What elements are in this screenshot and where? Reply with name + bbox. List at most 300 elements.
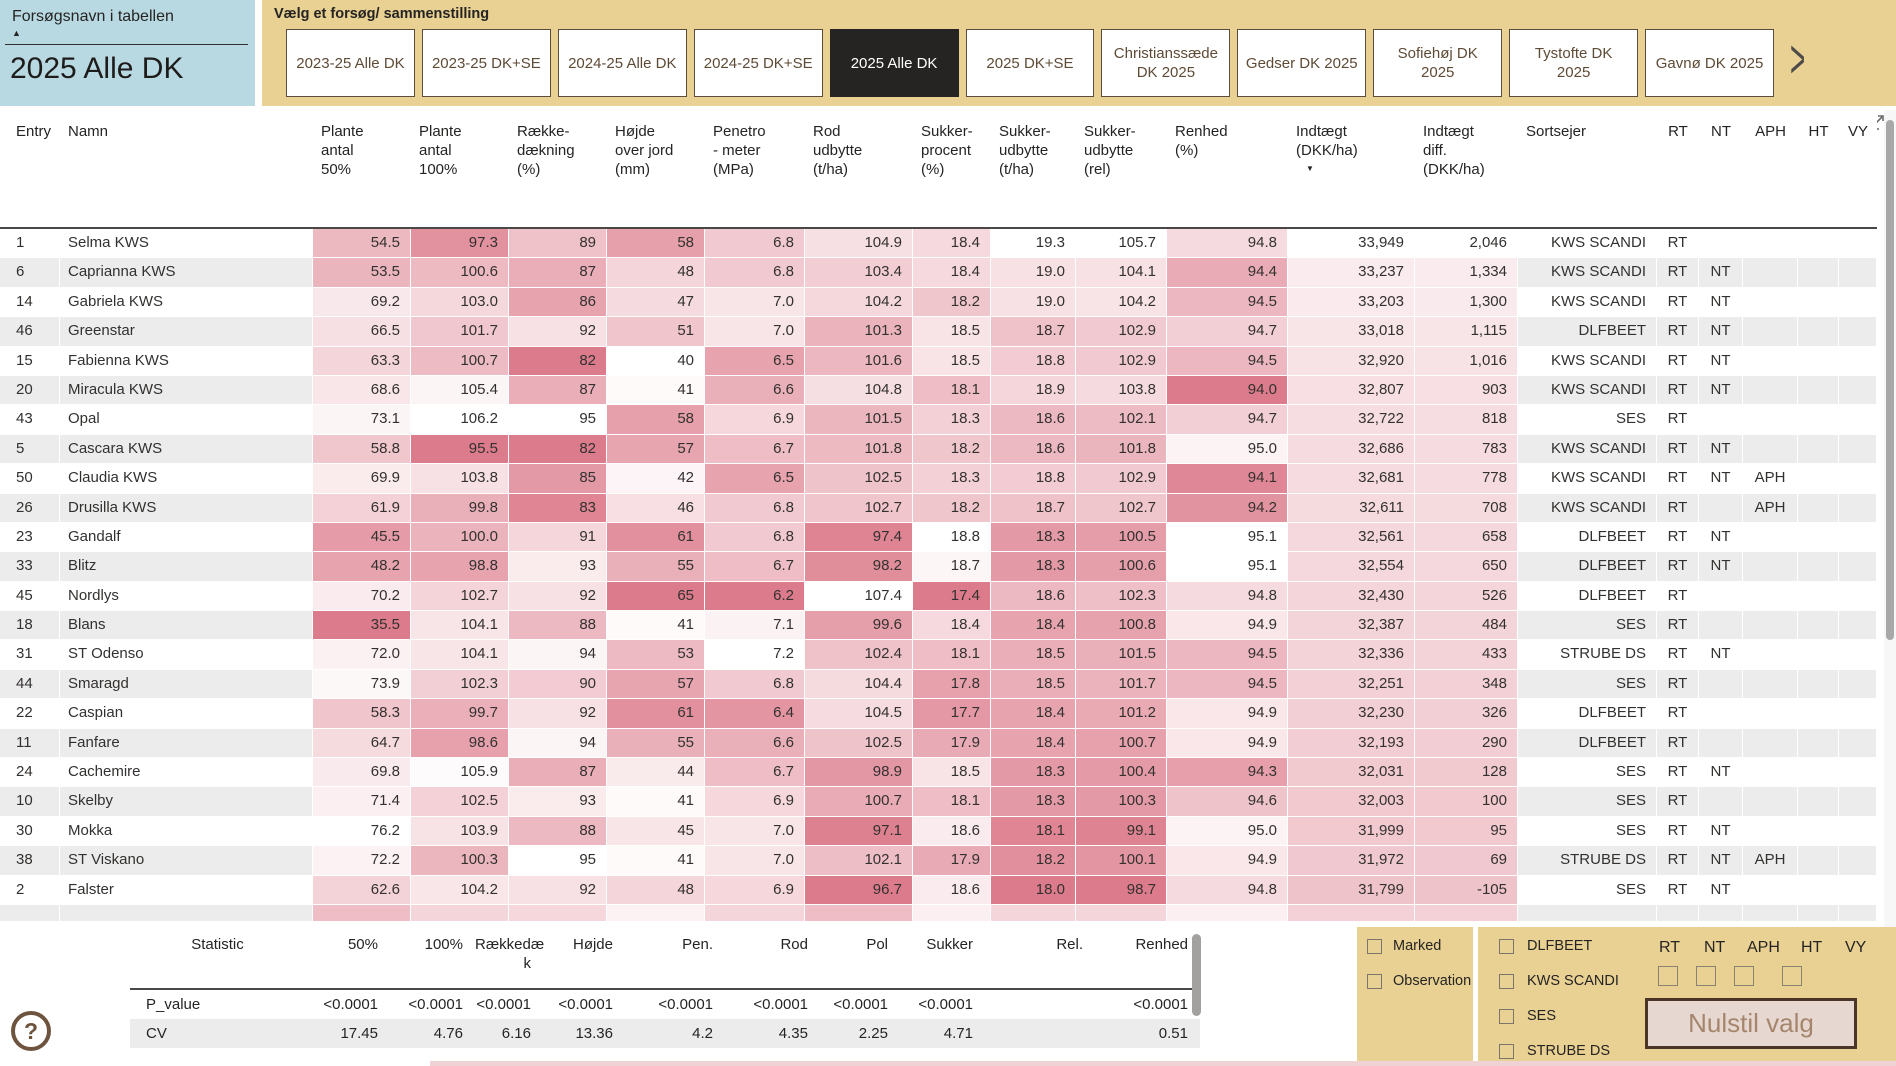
cell-indtaegt: 33,949 [1288, 229, 1415, 258]
cell-indtaegt_diff: 650 [1415, 552, 1518, 581]
cell-sortsejer: DLFBEET [1518, 523, 1657, 552]
cell-sukkerudbytte: 18.0 [991, 876, 1076, 905]
cell-flag-vy [1839, 876, 1877, 905]
cell-entry: 46 [0, 317, 60, 346]
cell-sortsejer: STRUBE DS [1518, 640, 1657, 669]
cell-renhed: 94.3 [1167, 758, 1288, 787]
sort-descending-icon: ▼ [1306, 164, 1314, 173]
cell-flag-nt: NT [1699, 640, 1743, 669]
cell-renhed: 95.0 [1167, 817, 1288, 846]
cell-sukkerudbytte_rel: 98.7 [1076, 876, 1167, 905]
cell-flag-aph: APH [1743, 494, 1798, 523]
cell-penetrometer: 6.7 [705, 552, 805, 581]
cell-plante_antal_100: 102.5 [411, 787, 509, 816]
table-row[interactable] [0, 405, 1877, 434]
clipped-cell [1288, 905, 1415, 921]
stats-column-header-100: 100% [424, 936, 463, 953]
cell-renhed: 94.6 [1167, 787, 1288, 816]
cell-flag-nt: NT [1699, 435, 1743, 464]
table-row[interactable] [0, 846, 1877, 875]
cell-entry: 30 [0, 817, 60, 846]
cell-sukkerudbytte: 19.0 [991, 288, 1076, 317]
cell-namn: Cachemire [60, 758, 313, 787]
cell-flag-rt: RT [1657, 405, 1699, 434]
cell-flag-ht [1798, 258, 1839, 287]
flag-label-nt: NT [1704, 939, 1726, 956]
table-row[interactable] [0, 288, 1877, 317]
table-row[interactable] [0, 523, 1877, 552]
flag-checkbox-aph[interactable] [1734, 966, 1754, 986]
cell-hojde_over_jord: 46 [607, 494, 705, 523]
table-row[interactable] [0, 699, 1877, 728]
cell-sukkerudbytte: 18.8 [991, 464, 1076, 493]
cell-indtaegt: 32,611 [1288, 494, 1415, 523]
cell-penetrometer: 7.0 [705, 846, 805, 875]
cell-flag-rt: RT [1657, 611, 1699, 640]
cell-rod_udbytte: 98.9 [805, 758, 913, 787]
cell-raekkedaekning: 90 [509, 670, 607, 699]
column-header-nt[interactable]: NT [1711, 123, 1731, 140]
cell-raekkedaekning: 92 [509, 699, 607, 728]
cell-indtaegt_diff: 1,115 [1415, 317, 1518, 346]
cell-flag-rt: RT [1657, 876, 1699, 905]
cell-flag-aph [1743, 699, 1798, 728]
cell-sukkerprocent: 18.3 [913, 405, 991, 434]
cell-sukkerudbytte_rel: 103.8 [1076, 376, 1167, 405]
cell-raekkedaekning: 95 [509, 405, 607, 434]
stats-value: 13.36 [575, 1025, 613, 1042]
trial-button-gavn-dk-2025[interactable]: Gavnø DK 2025 [1645, 29, 1774, 97]
cell-plante_antal_50: 66.5 [313, 317, 411, 346]
cell-plante_antal_50: 35.5 [313, 611, 411, 640]
cell-hojde_over_jord: 48 [607, 876, 705, 905]
cell-plante_antal_50: 48.2 [313, 552, 411, 581]
owner-label: KWS SCANDI [1527, 973, 1619, 989]
cell-namn: Blitz [60, 552, 313, 581]
cell-flag-vy [1839, 494, 1877, 523]
cell-plante_antal_50: 73.9 [313, 670, 411, 699]
cell-flag-nt [1699, 699, 1743, 728]
owner-checkbox-dlfbeet[interactable] [1499, 939, 1514, 954]
cell-flag-rt: RT [1657, 288, 1699, 317]
cell-renhed: 94.5 [1167, 640, 1288, 669]
cell-raekkedaekning: 94 [509, 640, 607, 669]
cell-indtaegt_diff: 69 [1415, 846, 1518, 875]
stats-column-header-statistic: Statistic [191, 936, 244, 953]
owner-checkbox-strube-ds[interactable] [1499, 1044, 1514, 1059]
clipped-cell [60, 905, 313, 921]
cell-flag-aph [1743, 729, 1798, 758]
cell-sortsejer: SES [1518, 876, 1657, 905]
cell-flag-nt: NT [1699, 317, 1743, 346]
vertical-scrollbar[interactable] [1884, 110, 1896, 927]
cell-rod_udbytte: 96.7 [805, 876, 913, 905]
table-row[interactable] [0, 464, 1877, 493]
cell-entry: 24 [0, 758, 60, 787]
cell-indtaegt_diff: 348 [1415, 670, 1518, 699]
cell-flag-nt: NT [1699, 846, 1743, 875]
cell-indtaegt_diff: 100 [1415, 787, 1518, 816]
trial-button-2023-25-alle-dk[interactable]: 2023-25 Alle DK [286, 29, 415, 97]
cell-indtaegt: 32,686 [1288, 435, 1415, 464]
cell-flag-nt: NT [1699, 552, 1743, 581]
cell-sukkerprocent: 18.5 [913, 347, 991, 376]
cell-hojde_over_jord: 41 [607, 611, 705, 640]
owner-checkbox-kws-scandi[interactable] [1499, 974, 1514, 989]
cell-plante_antal_50: 61.9 [313, 494, 411, 523]
cell-plante_antal_50: 69.8 [313, 758, 411, 787]
table-row[interactable] [0, 640, 1877, 669]
cell-flag-aph [1743, 376, 1798, 405]
cell-hojde_over_jord: 53 [607, 640, 705, 669]
table-row[interactable] [0, 376, 1877, 405]
cell-plante_antal_100: 103.0 [411, 288, 509, 317]
column-header-sortsejer[interactable]: Sortsejer [1526, 123, 1587, 140]
column-header-sukkerudbytte[interactable]: Sukker- udbytte (t/ha) [999, 123, 1051, 178]
table-row[interactable] [0, 758, 1877, 787]
clipped-table-row [0, 905, 1877, 921]
clipped-cell [411, 905, 509, 921]
flag-label-rt: RT [1659, 939, 1681, 956]
table-row[interactable] [0, 611, 1877, 640]
cell-raekkedaekning: 92 [509, 317, 607, 346]
cell-raekkedaekning: 87 [509, 258, 607, 287]
cell-sukkerudbytte: 18.5 [991, 640, 1076, 669]
cell-hojde_over_jord: 45 [607, 817, 705, 846]
cell-flag-vy [1839, 523, 1877, 552]
table-row[interactable] [0, 317, 1877, 346]
cell-plante_antal_50: 62.6 [313, 876, 411, 905]
cell-flag-rt: RT [1657, 758, 1699, 787]
cell-plante_antal_100: 98.8 [411, 552, 509, 581]
cell-plante_antal_100: 102.3 [411, 670, 509, 699]
cell-plante_antal_50: 69.2 [313, 288, 411, 317]
results-table-body [0, 229, 1877, 905]
cell-hojde_over_jord: 41 [607, 787, 705, 816]
cell-raekkedaekning: 89 [509, 229, 607, 258]
flag-label-vy: VY [1845, 939, 1867, 956]
cell-sukkerprocent: 18.2 [913, 435, 991, 464]
cell-flag-vy [1839, 288, 1877, 317]
cell-penetrometer: 6.9 [705, 787, 805, 816]
cell-flag-aph [1743, 523, 1798, 552]
trial-button-2024-25-dk-se[interactable]: 2024-25 DK+SE [694, 29, 823, 97]
stats-column-header-h-jde: Højde [572, 936, 613, 953]
cell-plante_antal_100: 98.6 [411, 729, 509, 758]
cell-flag-vy [1839, 729, 1877, 758]
cell-flag-ht [1798, 552, 1839, 581]
cell-indtaegt_diff: 1,300 [1415, 288, 1518, 317]
column-header-indtaegt_diff[interactable]: Indtægt diff. (DKK/ha) [1423, 123, 1485, 178]
flag-checkbox-nt[interactable] [1696, 966, 1716, 986]
trial-button-2025-alle-dk[interactable]: 2025 Alle DK [830, 29, 959, 97]
cell-flag-vy [1839, 552, 1877, 581]
observation-checkbox[interactable] [1367, 974, 1382, 989]
trial-picker-title: Vælg et forsøg/ sammenstilling [274, 6, 490, 22]
clipped-cell [991, 905, 1076, 921]
stats-value: 4.71 [943, 1025, 973, 1042]
owner-filter-dlfbeet [1499, 938, 1592, 954]
cell-indtaegt_diff: 433 [1415, 640, 1518, 669]
cell-penetrometer: 6.5 [705, 347, 805, 376]
cell-raekkedaekning: 82 [509, 347, 607, 376]
clipped-cell [913, 905, 991, 921]
owner-label: DLFBEET [1527, 938, 1593, 954]
cell-plante_antal_100: 104.1 [411, 611, 509, 640]
cell-renhed: 95.0 [1167, 435, 1288, 464]
cell-plante_antal_50: 68.6 [313, 376, 411, 405]
cell-raekkedaekning: 93 [509, 552, 607, 581]
sort-caret-icon: ▲ [12, 28, 21, 38]
cell-rod_udbytte: 101.8 [805, 435, 913, 464]
flag-checkbox-ht[interactable] [1782, 966, 1802, 986]
cell-indtaegt_diff: 290 [1415, 729, 1518, 758]
statistics-header [130, 928, 1200, 990]
cell-flag-ht [1798, 288, 1839, 317]
cell-flag-nt [1699, 729, 1743, 758]
table-row[interactable] [0, 347, 1877, 376]
cell-plante_antal_50: 64.7 [313, 729, 411, 758]
cell-flag-aph [1743, 258, 1798, 287]
column-header-namn[interactable]: Namn [68, 123, 109, 140]
cell-sortsejer: SES [1518, 817, 1657, 846]
cell-plante_antal_100: 100.0 [411, 523, 509, 552]
stats-value: 2.25 [858, 1025, 888, 1042]
cell-sortsejer: STRUBE DS [1518, 846, 1657, 875]
stats-value: 6.16 [501, 1025, 531, 1042]
cell-flag-rt: RT [1657, 729, 1699, 758]
trial-button-2023-25-dk-se[interactable]: 2023-25 DK+SE [422, 29, 551, 97]
stats-value: <0.0001 [323, 996, 378, 1013]
stats-value: <0.0001 [753, 996, 808, 1013]
cell-flag-rt: RT [1657, 552, 1699, 581]
table-row[interactable] [0, 787, 1877, 816]
cell-indtaegt: 32,336 [1288, 640, 1415, 669]
trial-button-2024-25-alle-dk[interactable]: 2024-25 Alle DK [558, 29, 687, 97]
cell-penetrometer: 6.5 [705, 464, 805, 493]
cell-sukkerudbytte_rel: 100.7 [1076, 729, 1167, 758]
cell-raekkedaekning: 83 [509, 494, 607, 523]
cell-indtaegt_diff: 903 [1415, 376, 1518, 405]
statistics-table [115, 928, 1205, 1058]
column-header-indtaegt[interactable]: Indtægt (DKK/ha) ▼ [1288, 110, 1415, 227]
help-icon[interactable]: ? [11, 1011, 51, 1051]
column-header-renhed[interactable]: Renhed (%) [1175, 123, 1228, 159]
column-header-rod_udbytte[interactable]: Rod udbytte (t/ha) [813, 123, 863, 178]
table-row[interactable] [0, 817, 1877, 846]
cell-entry: 14 [0, 288, 60, 317]
cell-rod_udbytte: 100.7 [805, 787, 913, 816]
cell-plante_antal_100: 102.7 [411, 582, 509, 611]
trial-button-2025-dk-se[interactable]: 2025 DK+SE [966, 29, 1095, 97]
clipped-cell [1839, 905, 1877, 921]
cell-plante_antal_100: 97.3 [411, 229, 509, 258]
cell-indtaegt: 32,807 [1288, 376, 1415, 405]
cell-entry: 20 [0, 376, 60, 405]
cell-indtaegt: 32,387 [1288, 611, 1415, 640]
stats-value: <0.0001 [1133, 996, 1188, 1013]
cell-entry: 44 [0, 670, 60, 699]
cell-raekkedaekning: 82 [509, 435, 607, 464]
cell-flag-ht [1798, 464, 1839, 493]
flag-checkbox-rt[interactable] [1658, 966, 1678, 986]
stats-value: 17.45 [340, 1025, 378, 1042]
cell-plante_antal_50: 54.5 [313, 229, 411, 258]
divider [5, 44, 248, 45]
cell-sukkerudbytte: 18.4 [991, 611, 1076, 640]
cell-hojde_over_jord: 40 [607, 347, 705, 376]
column-header-penetrometer[interactable]: Penetro - meter (MPa) [713, 123, 766, 178]
stats-value: 4.76 [433, 1025, 463, 1042]
marked-checkbox[interactable] [1367, 939, 1382, 954]
cell-hojde_over_jord: 48 [607, 258, 705, 287]
cell-sukkerprocent: 18.4 [913, 611, 991, 640]
cell-entry: 26 [0, 494, 60, 523]
cell-sukkerudbytte: 18.6 [991, 405, 1076, 434]
cell-plante_antal_50: 72.2 [313, 846, 411, 875]
cell-sukkerudbytte_rel: 100.6 [1076, 552, 1167, 581]
cell-penetrometer: 6.9 [705, 876, 805, 905]
cell-flag-rt: RT [1657, 523, 1699, 552]
cell-entry: 18 [0, 611, 60, 640]
cell-flag-vy [1839, 640, 1877, 669]
cell-flag-rt: RT [1657, 787, 1699, 816]
cell-sukkerudbytte_rel: 100.8 [1076, 611, 1167, 640]
cell-flag-ht [1798, 729, 1839, 758]
scrollbar-thumb[interactable] [1886, 120, 1894, 640]
owner-filter-ses [1499, 1008, 1556, 1024]
cell-renhed: 95.1 [1167, 523, 1288, 552]
owner-checkbox-ses[interactable] [1499, 1009, 1514, 1024]
cell-sukkerprocent: 18.8 [913, 523, 991, 552]
column-header-vy[interactable]: VY [1847, 123, 1868, 140]
column-header-aph[interactable]: APH [1755, 123, 1786, 140]
column-header-rt[interactable]: RT [1668, 123, 1688, 140]
cell-flag-ht [1798, 405, 1839, 434]
cell-namn: Mokka [60, 817, 313, 846]
cell-penetrometer: 7.2 [705, 640, 805, 669]
cell-flag-nt [1699, 670, 1743, 699]
cell-rod_udbytte: 101.3 [805, 317, 913, 346]
cell-namn: Nordlys [60, 582, 313, 611]
cell-sukkerudbytte: 18.2 [991, 846, 1076, 875]
column-header-entry[interactable]: Entry [16, 123, 52, 140]
cell-flag-vy [1839, 611, 1877, 640]
table-row[interactable] [0, 229, 1877, 258]
cell-rod_udbytte: 98.2 [805, 552, 913, 581]
cell-plante_antal_100: 103.9 [411, 817, 509, 846]
clipped-cell [1798, 905, 1839, 921]
column-header-hojde_over_jord[interactable]: Højde over jord (mm) [615, 123, 674, 178]
cell-indtaegt_diff: 2,046 [1415, 229, 1518, 258]
cell-flag-aph [1743, 758, 1798, 787]
column-header-ht[interactable]: HT [1808, 123, 1829, 140]
cell-flag-nt: NT [1699, 876, 1743, 905]
cell-flag-ht [1798, 611, 1839, 640]
cell-flag-ht [1798, 523, 1839, 552]
chevron-right-icon[interactable]: > [1790, 26, 1806, 90]
stats-value: 4.35 [778, 1025, 808, 1042]
cell-flag-ht [1798, 317, 1839, 346]
cell-flag-rt: RT [1657, 670, 1699, 699]
clipped-cell [1076, 905, 1167, 921]
cell-sukkerudbytte: 18.9 [991, 376, 1076, 405]
cell-sortsejer: SES [1518, 787, 1657, 816]
trial-button-gedser-dk-2025[interactable]: Gedser DK 2025 [1237, 29, 1366, 97]
table-row[interactable] [0, 876, 1877, 905]
reset-selection-button[interactable]: Nulstil valg [1645, 998, 1857, 1049]
cell-indtaegt_diff: 526 [1415, 582, 1518, 611]
column-header-raekkedaekning[interactable]: Række- dækning (%) [517, 123, 575, 178]
cell-sukkerudbytte_rel: 101.5 [1076, 640, 1167, 669]
stats-value: <0.0001 [476, 996, 531, 1013]
cell-sukkerprocent: 18.4 [913, 258, 991, 287]
cell-indtaegt: 31,999 [1288, 817, 1415, 846]
cell-sukkerudbytte_rel: 102.1 [1076, 405, 1167, 434]
cell-flag-rt: RT [1657, 582, 1699, 611]
cell-renhed: 94.0 [1167, 376, 1288, 405]
trial-button-christianss-de-dk-2025[interactable]: Christianssæde DK 2025 [1101, 29, 1230, 97]
cell-flag-ht [1798, 699, 1839, 728]
table-row[interactable] [0, 552, 1877, 581]
cell-raekkedaekning: 88 [509, 611, 607, 640]
clipped-cell [313, 905, 411, 921]
cell-flag-aph [1743, 611, 1798, 640]
stats-column-header-pol: Pol [866, 936, 888, 953]
stats-row-label: CV [146, 1025, 167, 1042]
statistics-scrollbar[interactable] [1192, 934, 1201, 1016]
table-row[interactable] [0, 258, 1877, 287]
table-row[interactable] [0, 435, 1877, 464]
cell-indtaegt_diff: -105 [1415, 876, 1518, 905]
cell-hojde_over_jord: 44 [607, 758, 705, 787]
trial-button-tystofte-dk-2025[interactable]: Tystofte DK 2025 [1509, 29, 1638, 97]
cell-sukkerprocent: 17.9 [913, 729, 991, 758]
cell-flag-ht [1798, 582, 1839, 611]
column-header-sukkerprocent[interactable]: Sukker- procent (%) [921, 123, 973, 178]
cell-rod_udbytte: 102.7 [805, 494, 913, 523]
column-header-plante_antal_100[interactable]: Plante antal 100% [419, 123, 462, 178]
cell-sukkerprocent: 18.4 [913, 229, 991, 258]
cell-indtaegt_diff: 783 [1415, 435, 1518, 464]
table-row[interactable] [0, 494, 1877, 523]
table-row[interactable] [0, 729, 1877, 758]
cell-plante_antal_50: 45.5 [313, 523, 411, 552]
stats-row-cv [130, 1019, 1200, 1048]
cell-raekkedaekning: 87 [509, 376, 607, 405]
trial-button-sofieh-j-dk-2025[interactable]: Sofiehøj DK 2025 [1373, 29, 1502, 97]
cell-indtaegt: 31,799 [1288, 876, 1415, 905]
flag-label-aph: APH [1747, 939, 1780, 956]
column-header-sukkerudbytte_rel[interactable]: Sukker- udbytte (rel) [1084, 123, 1136, 178]
cell-flag-nt [1699, 229, 1743, 258]
cell-raekkedaekning: 87 [509, 758, 607, 787]
column-header-plante_antal_50[interactable]: Plante antal 50% [321, 123, 364, 178]
table-row[interactable] [0, 582, 1877, 611]
cell-sukkerudbytte_rel: 100.4 [1076, 758, 1167, 787]
results-table-header [0, 110, 1877, 229]
cell-flag-ht [1798, 758, 1839, 787]
cell-rod_udbytte: 102.5 [805, 729, 913, 758]
cell-penetrometer: 6.4 [705, 699, 805, 728]
table-row[interactable] [0, 670, 1877, 699]
cell-namn: Caprianna KWS [60, 258, 313, 287]
stats-value: <0.0001 [408, 996, 463, 1013]
cell-raekkedaekning: 85 [509, 464, 607, 493]
cell-indtaegt: 32,251 [1288, 670, 1415, 699]
cell-indtaegt: 32,561 [1288, 523, 1415, 552]
cell-flag-aph [1743, 582, 1798, 611]
